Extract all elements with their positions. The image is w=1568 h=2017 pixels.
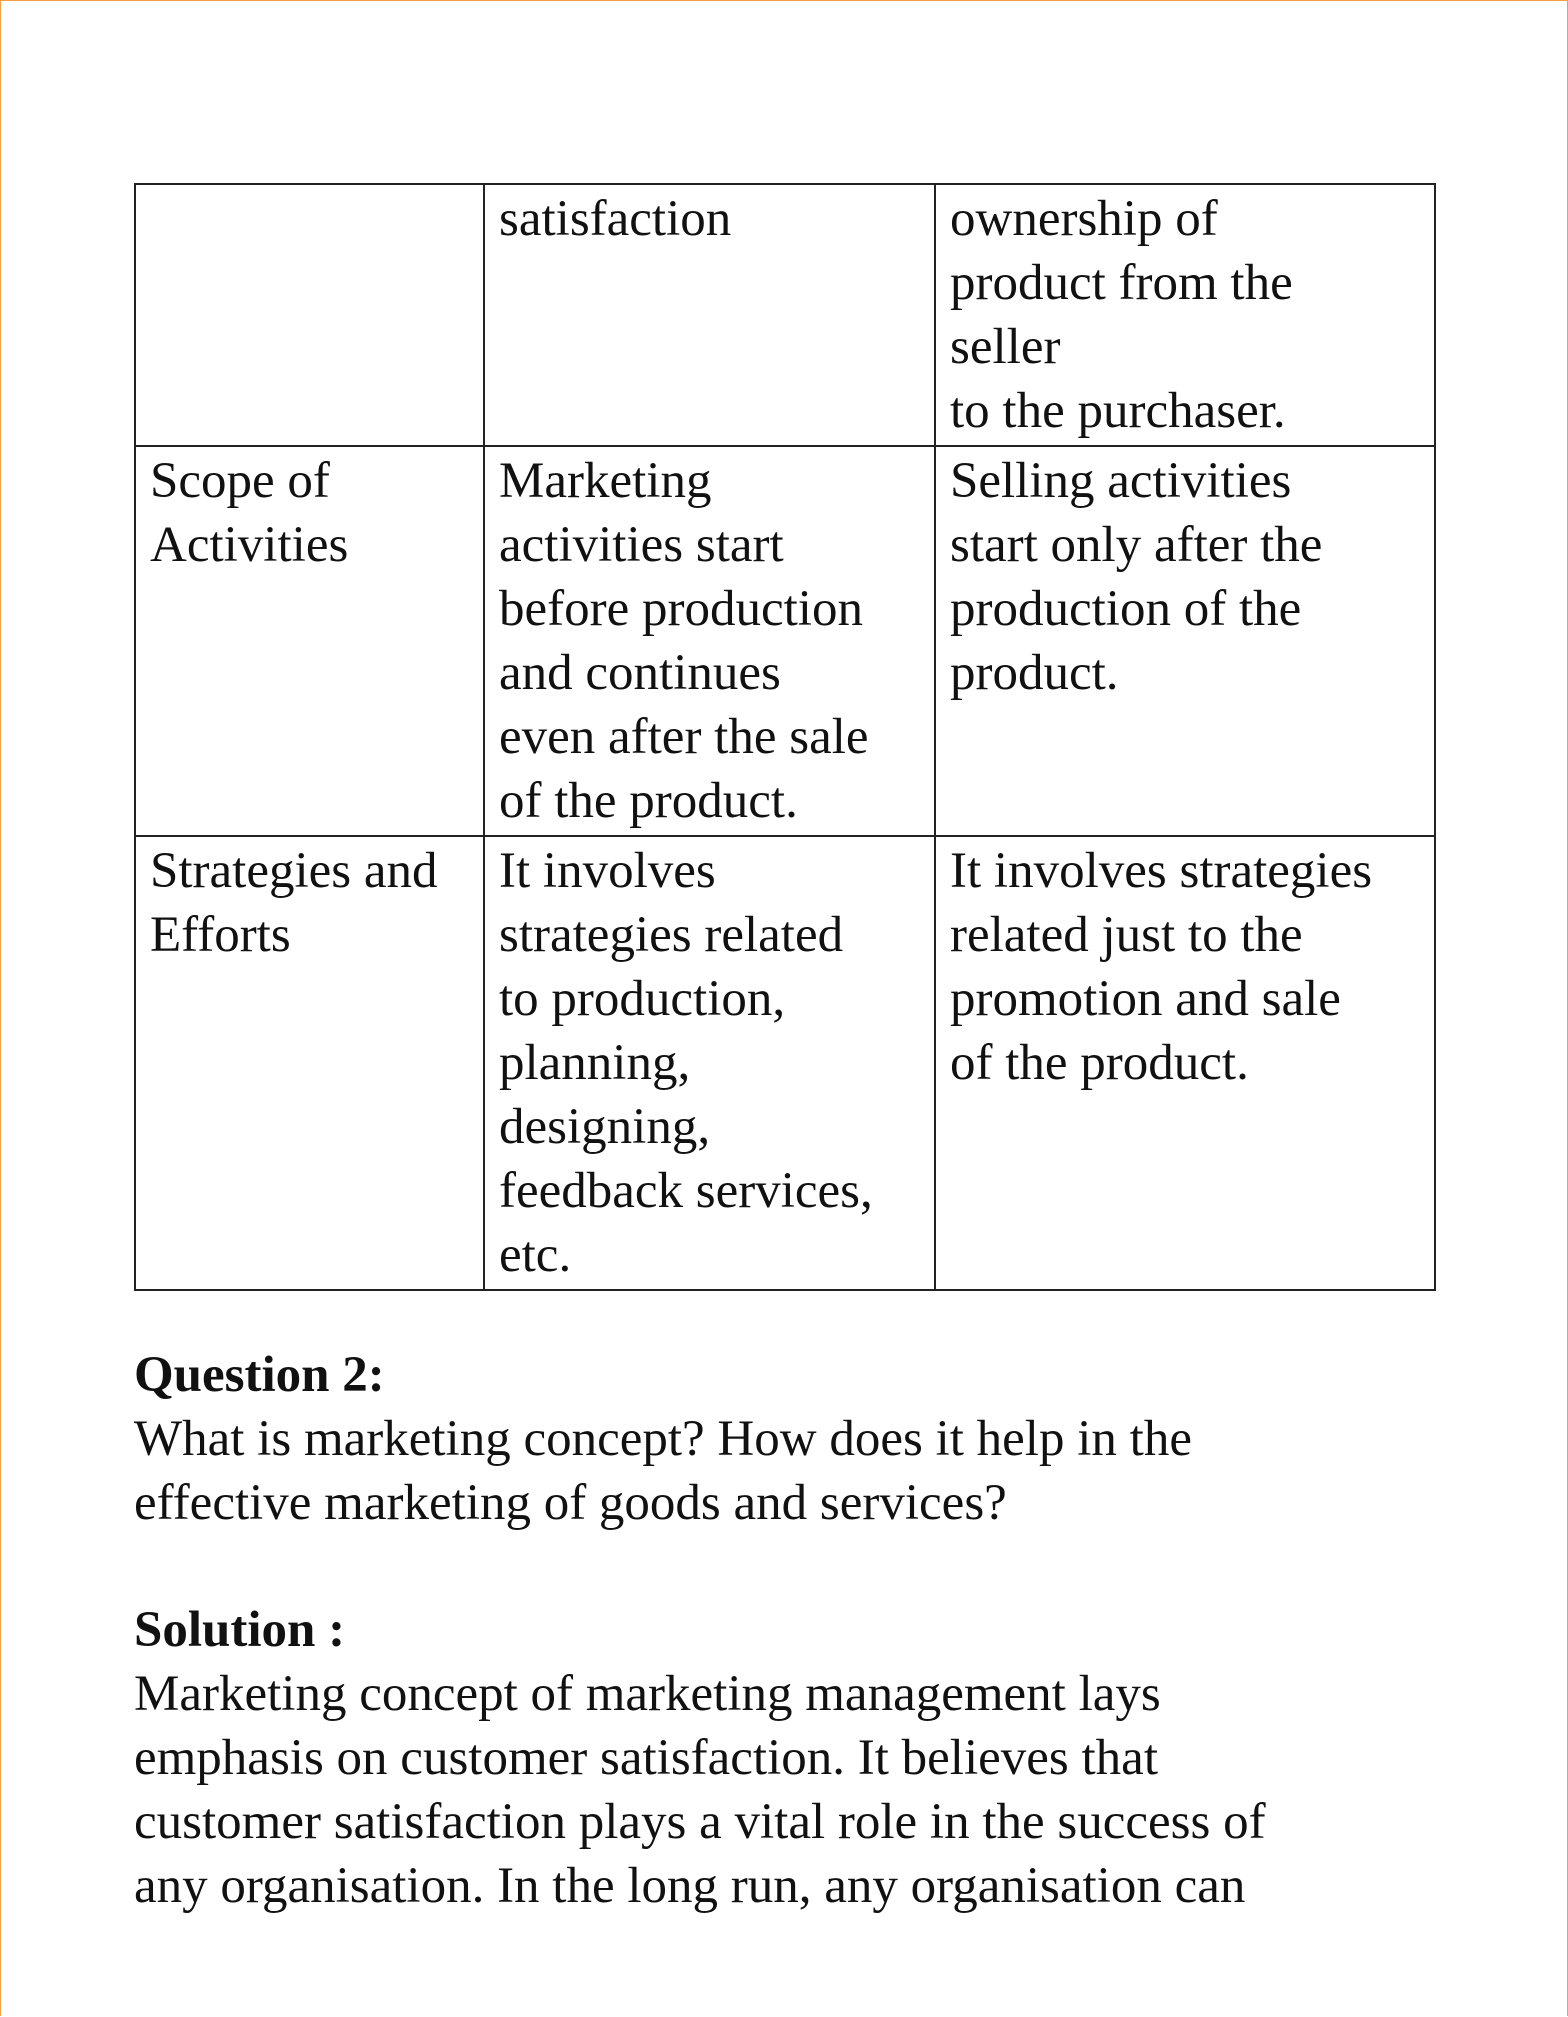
table-row [135,446,1435,836]
cell-text: It involves strategies related to production, planning, designing, feedback services, etc. [499,843,873,1283]
table-row [135,184,1435,446]
cell-text: ownership of product from the seller to the purchaser. [950,191,1293,439]
solution-text: Marketing concept of marketing management lays emphasis on customer satisfaction. It believes that customer satisfaction plays a vital role in the success of any organisation. In the long run, any organisation can [134,1666,1266,1914]
table-cell [484,446,935,836]
table-cell [484,184,935,446]
table-cell [935,836,1435,1290]
cell-text: Selling activities start only after the production of the product. [950,453,1323,701]
question-text: What is marketing concept? How does it help in the effective marketing of goods and services? [134,1411,1192,1531]
table-cell [484,836,935,1290]
table-cell [935,446,1435,836]
question-block [134,1343,1434,1535]
table-cell [135,836,484,1290]
cell-text: Strategies and Efforts [150,843,438,963]
cell-text: Marketing activities start before production and continues even after the sale of the product. [499,453,869,829]
table-cell [135,184,484,446]
question-heading: Question 2: [134,1347,385,1403]
comparison-table [134,183,1436,1291]
cell-text: It involves strategies related just to the promotion and sale of the product. [950,843,1373,1091]
cell-text: satisfaction [499,191,732,247]
table-cell [935,184,1435,446]
table-row [135,836,1435,1290]
table-cell [135,446,484,836]
cell-text: Scope of Activities [150,453,349,573]
solution-heading: Solution : [134,1602,346,1658]
solution-block [134,1598,1434,1918]
